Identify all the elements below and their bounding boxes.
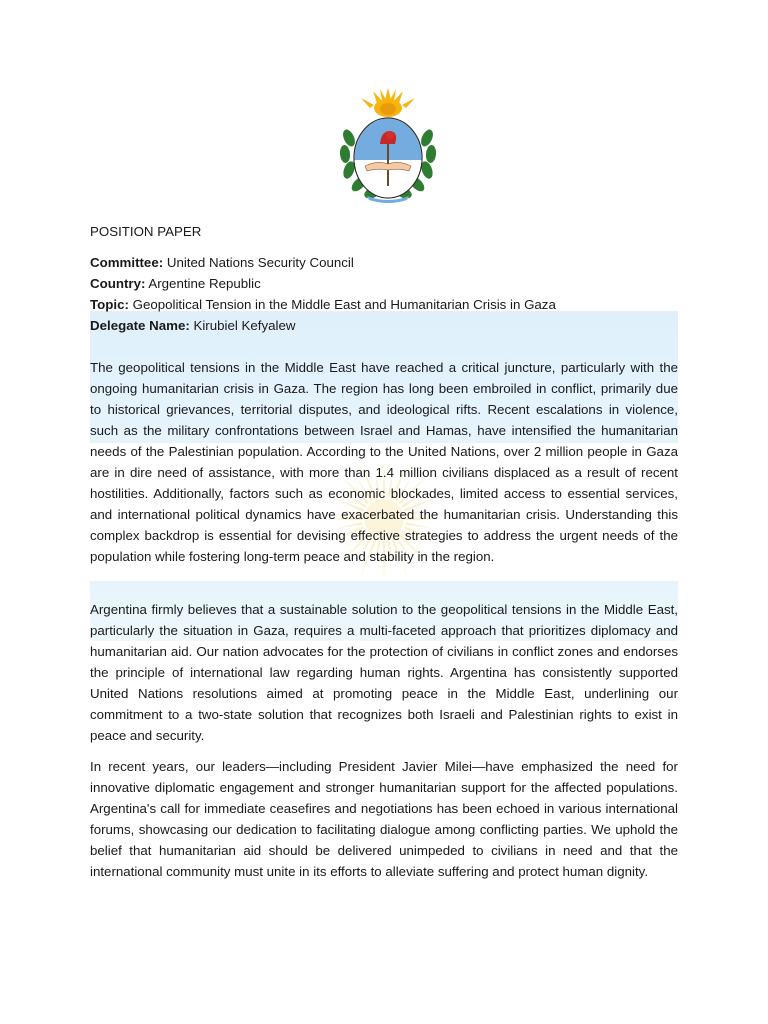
delegate-name-value: Kirubiel Kefyalew — [189, 318, 296, 333]
committee-value: United Nations Security Council — [163, 255, 354, 270]
country-label: Country: — [90, 276, 146, 291]
topic-label: Topic: — [90, 297, 129, 312]
country-line — [90, 273, 678, 294]
delegate-name-label: Delegate Name: — [90, 318, 190, 333]
paragraph-recent-years: In recent years, our leaders—including President Javier Milei—have emphasized the need for innovative diplomatic engagement and stronger humanitarian support for the affected populations. Argentina's call for immediate ceasefires and negotiations has been echoed in various international forums, showcasing our dedication to facilitating dialogue among conflicting parties. We uphold the belief that humanitarian aid should be delivered unimpeded to civilians in need and that the international community must unite in its efforts to alleviate suffering and protect human dignity. — [90, 759, 678, 879]
topic-value: Geopolitical Tension in the Middle East and Humanitarian Crisis in Gaza — [128, 297, 556, 312]
document-type-heading: POSITION PAPER — [90, 224, 202, 239]
country-value: Argentine Republic — [145, 276, 261, 291]
paragraph-position: Argentina firmly believes that a sustainable solution to the geopolitical tensions in the Middle East, particularly the situation in Gaza, requires a multi-faceted approach that prioritizes diplomacy and humanitarian aid. Our nation advocates for the protection of civilians in conflict zones and endorses the principle of international law regarding human rights. Argentina has consistently supported United Nations resolutions aimed at promoting peace in the Middle East, underlining our commitment to a two-state solution that recognizes both Israeli and Palestinian rights to exist in peace and security. — [90, 602, 678, 743]
position-paper-body — [90, 221, 678, 882]
topic-line — [90, 294, 678, 315]
delegate-name-line — [90, 315, 678, 336]
paragraph-background: The geopolitical tensions in the Middle East have reached a critical juncture, particularly with the ongoing humanitarian crisis in Gaza. The region has long been embroiled in conflict, primarily due to historical grievances, territorial disputes, and ideological rifts. Recent escalations in violence, such as the military confrontations between Israel and Hamas, have intensified the humanitarian needs of the Palestinian population. According to the United Nations, over 2 million people in Gaza are in dire need of assistance, with more than 1.4 million civilians displaced as a result of recent hostilities. Additionally, factors such as economic blockades, limited access to essential services, and international political dynamics have exacerbated the humanitarian crisis. Understanding this complex backdrop is essential for devising effective strategies to address the urgent needs of the population while fostering long-term peace and stability in the region. — [90, 360, 678, 564]
coat-of-arms-of-argentina-icon — [337, 88, 439, 204]
committee-line — [90, 252, 678, 273]
committee-label: Committee: — [90, 255, 164, 270]
